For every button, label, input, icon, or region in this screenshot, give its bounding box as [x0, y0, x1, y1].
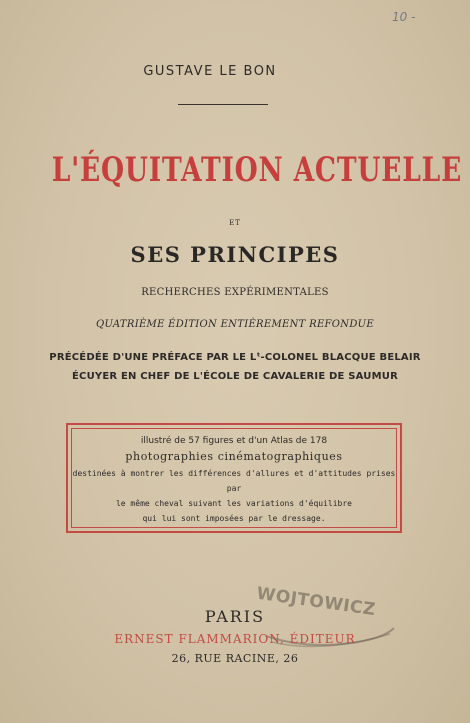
illustration-line-5: qui lui sont imposées par le dressage. [142, 514, 326, 523]
edition-line: QUATRIÈME ÉDITION ENTIÈREMENT REFONDUE [96, 319, 374, 330]
illustration-description [66, 434, 402, 526]
preface-block [0, 348, 470, 386]
illustration-line-4: le même cheval suivant les variations d'équilibre [115, 499, 352, 508]
divider-rule [178, 104, 268, 105]
publisher-name: ERNEST FLAMMARION, ÉDITEUR [114, 632, 356, 646]
book-subtitle: SES PRINCIPES [130, 242, 340, 267]
illustration-line-2: photographies cinématographiques [125, 450, 343, 463]
pencil-annotation: 10 - [392, 10, 416, 24]
preface-line-1: PRÉCÉDÉE D'UNE PRÉFACE PAR LE Lᵗ-COLONEL BLACQUE BELAIR [49, 352, 421, 363]
book-title: L'ÉQUITATION ACTUELLE [51, 150, 463, 190]
title-conjunction: ET [229, 219, 241, 227]
publisher-address: 26, RUE RACINE, 26 [171, 652, 299, 665]
illustration-line-3: destinées à montrer les différences d'allures et d'attitudes prises par [72, 469, 396, 493]
publication-city: PARIS [204, 607, 266, 626]
stamp-text: WOJTOWICZ [255, 583, 377, 621]
preface-line-2: ÉCUYER EN CHEF DE L'ÉCOLE DE CAVALERIE DE SAUMUR [72, 371, 398, 382]
illustration-line-1: illustré de 57 figures et d'un Atlas de 178 [140, 436, 328, 446]
research-line: RECHERCHES EXPÉRIMENTALES [141, 287, 329, 298]
author-name: GUSTAVE LE BON [143, 64, 277, 79]
